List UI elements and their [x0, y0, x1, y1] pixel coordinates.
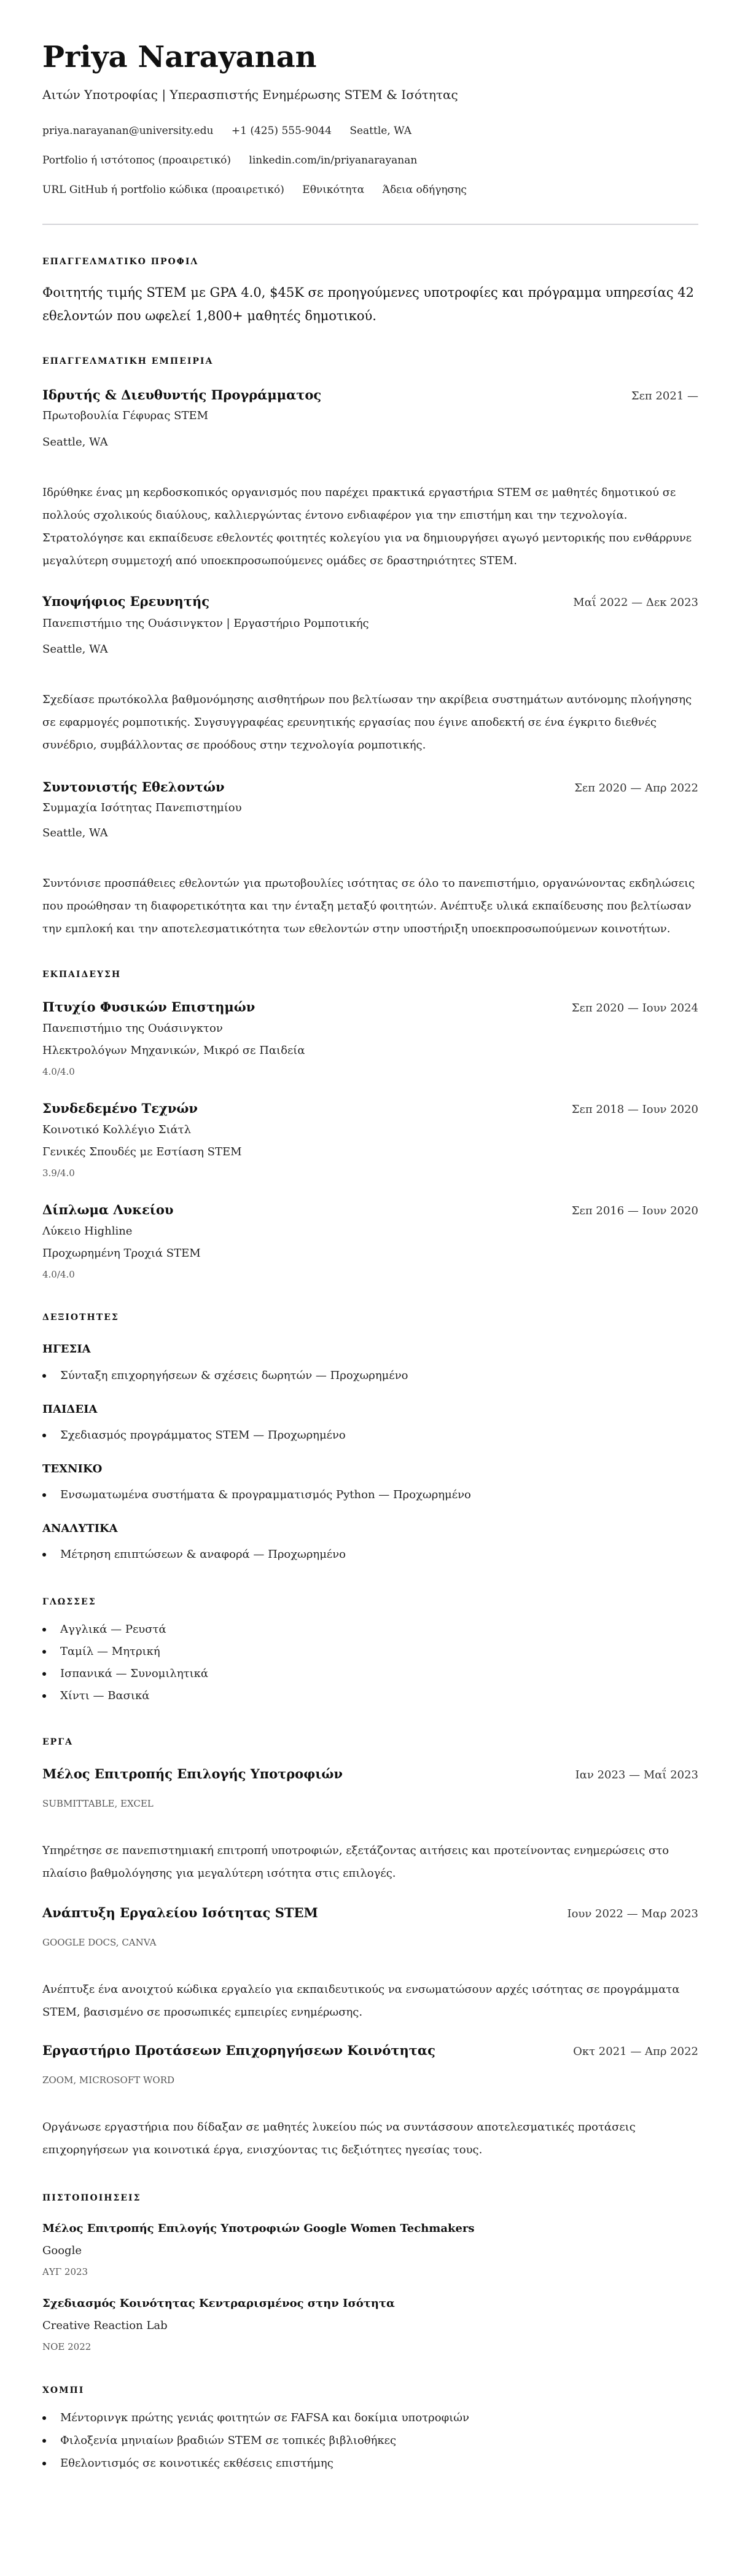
- certification-date: ΑΥΓ 2023: [42, 2266, 88, 2277]
- language-text: Ταμίλ — Μητρική: [60, 1645, 160, 1658]
- contact-line: [42, 183, 698, 197]
- profile-summary: Φοιτητής τιμής STEM με GPA 4.0, $45K σε προηγούμενες υποτροφίες και πρόγραμμα υπηρεσίας 42 εθελοντών που ωφελεί 1,800+ μαθητές δημοτικού.: [42, 285, 694, 323]
- contact-line: [42, 153, 698, 168]
- skill-category: ΗΓΕΣΙΑ: [42, 1343, 91, 1356]
- job-location: Seattle, WA: [42, 436, 108, 449]
- certification-title: Σχεδιασμός Κοινότητας Κεντραρισμένος στην Ισότητα: [42, 2297, 395, 2310]
- github-link[interactable]: URL GitHub ή portfolio κώδικα (προαιρετικό): [42, 184, 284, 196]
- degree-title: Συνδεδεμένο Τεχνών: [42, 1101, 198, 1116]
- gpa: 4.0/4.0: [42, 1269, 75, 1280]
- education-entry: [42, 1100, 698, 1180]
- project-entry: [42, 2042, 698, 2161]
- project-description: Οργάνωσε εργαστήρια που δίδαξαν σε μαθητές λυκείου πώς να συντάσσουν αποτελεσματικές προτάσεις επιχορηγήσεων για κοινοτικά έργα, ενισχύοντας τις δεξιότητες ηγεσίας τους.: [42, 2121, 636, 2156]
- school-name: Λύκειο Highline: [42, 1225, 133, 1238]
- school-name: Πανεπιστήμιο της Ουάσινγκτον: [42, 1022, 223, 1035]
- project-dates: Ιουν 2022 — Μαρ 2023: [567, 1907, 698, 1920]
- project-description: Υπηρέτησε σε πανεπιστημιακή επιτροπή υποτροφιών, εξετάζοντας αιτήσεις και προτείνοντας ενημερώσεις στο πλαίσιο βαθμολόγησης για μεγαλύτερη ισότητα στις επιλογές.: [42, 1844, 669, 1880]
- school-name: Κοινοτικό Κολλέγιο Σιάτλ: [42, 1123, 192, 1136]
- certification-title: Μέλος Επιτροπής Επιλογής Υποτροφιών Google Women Techmakers: [42, 2222, 475, 2235]
- hobby-text: Μέντορινγκ πρώτης γενιάς φοιτητών σε FAFSA και δοκίμια υποτροφιών: [60, 2411, 469, 2424]
- language-text: Χίντι — Βασικά: [60, 1689, 150, 1702]
- section-heading-experience: ΕΠΑΓΓΕΛΜΑΤΙΚΗ ΕΜΠΕΙΡΙΑ: [42, 356, 214, 366]
- bullet-icon: [42, 1434, 46, 1437]
- skill-text: Μέτρηση επιπτώσεων & αναφορά — Προχωρημένο: [60, 1548, 346, 1561]
- bullet-icon: [42, 1694, 46, 1698]
- language-item: [42, 1688, 698, 1704]
- job-dates: Μαΐ 2022 — Δεκ 2023: [573, 596, 698, 609]
- certification-entry: [42, 2296, 698, 2354]
- bullet-icon: [42, 1672, 46, 1676]
- education-dates: Σεπ 2020 — Ιουν 2024: [571, 1002, 698, 1015]
- project-tech: GOOGLE DOCS, CANVA: [42, 1937, 157, 1948]
- job-dates: Σεπ 2020 — Απρ 2022: [574, 782, 698, 795]
- candidate-name: Priya Narayanan: [42, 40, 317, 74]
- job-organization: Συμμαχία Ισότητας Πανεπιστημίου: [42, 801, 242, 814]
- skill-text: Σχεδιασμός προγράμματος STEM — Προχωρημένο: [60, 1429, 346, 1442]
- language-text: Αγγλικά — Ρευστά: [60, 1623, 166, 1636]
- certification-issuer: Google: [42, 2244, 82, 2257]
- job-organization: Πανεπιστήμιο της Ουάσινγκτον | Εργαστήριο Ρομποτικής: [42, 617, 369, 630]
- drivers-license: Άδεια οδήγησης: [382, 184, 467, 196]
- project-dates: Οκτ 2021 — Απρ 2022: [573, 2045, 698, 2058]
- location: Seattle, WA: [349, 125, 412, 137]
- bullet-icon: [42, 2416, 46, 2420]
- gpa: 4.0/4.0: [42, 1066, 75, 1077]
- job-description: Συντόνισε προσπάθειες εθελοντών για πρωτοβουλίες ισότητας σε όλο το πανεπιστήμιο, οργανώνοντας εκδηλώσεις που προώθησαν τη διαφορετικότητα και την ένταξη μεταξύ φοιτητών. Ανέπτυξε υλικά εκπαίδευσης που βελτίωσαν την εμπλοκή και την αποτελεσματικότητα των εθελοντών στην υποστήριξη υποεκπροσωπούμενων κοινοτήτων.: [42, 877, 695, 935]
- project-entry: [42, 1765, 698, 1885]
- degree-title: Πτυχίο Φυσικών Επιστημών: [42, 999, 255, 1015]
- project-tech: SUBMITTABLE, EXCEL: [42, 1798, 154, 1809]
- skill-list: [42, 1487, 698, 1503]
- education-entry: [42, 1201, 698, 1281]
- contact-line: [42, 124, 698, 138]
- bullet-icon: [42, 2462, 46, 2465]
- job-description: Ιδρύθηκε ένας μη κερδοσκοπικός οργανισμός που παρέχει πρακτικά εργαστήρια STEM σε μαθητές δημοτικού σε πολλούς σχολικούς διαύλους, καλλιεργώντας έντονο ενδιαφέρον για την επιστήμη και την τεχνολογία. Στρατολόγησε και εκπαίδευσε εθελοντές φοιτητές κολεγίου για να δημιουργήσει αγωγό μεντορικής που ενθάρρυνε μεγαλύτερη συμμετοχή από υποεκπροσωπούμενες ομάδες σε δραστηριότητες STEM.: [42, 486, 692, 567]
- job-title: Ιδρυτής & Διευθυντής Προγράμματος: [42, 387, 322, 402]
- candidate-headline: Αιτών Υποτροφίας | Υπερασπιστής Ενημέρωσης STEM & Ισότητας: [42, 87, 458, 102]
- skill-item: [42, 1368, 698, 1384]
- section-heading-languages: ΓΛΩΣΣΕΣ: [42, 1597, 96, 1607]
- language-text: Ισπανικά — Συνομιλητικά: [60, 1667, 209, 1680]
- project-title: Ανάπτυξη Εργαλείου Ισότητας STEM: [42, 1905, 318, 1920]
- job-dates: Σεπ 2021 —: [631, 390, 698, 402]
- section-heading-certifications: ΠΙΣΤΟΠΟΙΗΣΕΙΣ: [42, 2193, 141, 2203]
- certification-date: ΝΟΕ 2022: [42, 2341, 92, 2352]
- hobby-item: [42, 2433, 698, 2449]
- field-of-study: Ηλεκτρολόγων Μηχανικών, Μικρό σε Παιδεία: [42, 1044, 305, 1057]
- skill-list: [42, 1368, 698, 1384]
- nationality: Εθνικότητα: [302, 184, 365, 196]
- language-list: [42, 1622, 698, 1704]
- project-title: Μέλος Επιτροπής Επιλογής Υποτροφιών: [42, 1766, 343, 1781]
- job-description: Σχεδίασε πρωτόκολλα βαθμονόμησης αισθητήρων που βελτίωσαν την ακρίβεια συστημάτων αυτόνομης πλοήγησης σε εφαρμογές ρομποτικής. Συγσυγγραφέας ερευνητικής εργασίας που έγινε αποδεκτή σε ένα έγκριτο διεθνές συνέδριο, συμβάλλοντας σε προόδους στην τεχνολογία ρομποτικής.: [42, 693, 692, 752]
- skill-category: ΑΝΑΛΥΤΙΚΑ: [42, 1522, 118, 1535]
- experience-entry: [42, 387, 698, 572]
- section-heading-projects: ΕΡΓΑ: [42, 1737, 73, 1747]
- bullet-icon: [42, 1493, 46, 1497]
- section-heading-skills: ΔΕΞΙΟΤΗΤΕΣ: [42, 1313, 119, 1322]
- certification-issuer: Creative Reaction Lab: [42, 2319, 168, 2332]
- skill-item: [42, 1427, 698, 1443]
- language-item: [42, 1644, 698, 1660]
- bullet-icon: [42, 1553, 46, 1557]
- job-organization: Πρωτοβουλία Γέφυρας STEM: [42, 409, 209, 422]
- bullet-icon: [42, 1628, 46, 1632]
- language-item: [42, 1666, 698, 1682]
- job-title: Συντονιστής Εθελοντών: [42, 779, 225, 795]
- education-dates: Σεπ 2016 — Ιουν 2020: [571, 1204, 698, 1217]
- skill-text: Σύνταξη επιχορηγήσεων & σχέσεις δωρητών — Προχωρημένο: [60, 1369, 408, 1382]
- skill-item: [42, 1487, 698, 1503]
- field-of-study: Γενικές Σπουδές με Εστίαση STEM: [42, 1145, 242, 1158]
- hobby-item: [42, 2456, 698, 2472]
- portfolio-link[interactable]: Portfolio ή ιστότοπος (προαιρετικό): [42, 154, 231, 167]
- section-heading-profile: ΕΠΑΓΓΕΛΜΑΤΙΚΟ ΠΡΟΦΙΛ: [42, 257, 199, 267]
- skill-category: ΤΕΧΝΙΚΟ: [42, 1463, 103, 1475]
- project-title: Εργαστήριο Προτάσεων Επιχορηγήσεων Κοινότητας: [42, 2043, 435, 2058]
- skill-category: ΠΑΙΔΕΙΑ: [42, 1403, 98, 1416]
- bullet-icon: [42, 2439, 46, 2443]
- job-title: Υποψήφιος Ερευνητής: [42, 594, 210, 609]
- header-divider: [42, 224, 698, 225]
- phone: +1 (425) 555-9044: [231, 125, 332, 137]
- gpa: 3.9/4.0: [42, 1168, 75, 1179]
- linkedin-link[interactable]: linkedin.com/in/priyanarayanan: [249, 154, 418, 167]
- job-location: Seattle, WA: [42, 827, 108, 839]
- certification-entry: [42, 2221, 698, 2279]
- project-dates: Ιαν 2023 — Μαΐ 2023: [575, 1769, 698, 1781]
- section-heading-education: ΕΚΠΑΙΔΕΥΣΗ: [42, 970, 122, 980]
- degree-title: Δίπλωμα Λυκείου: [42, 1202, 174, 1217]
- hobby-text: Φιλοξενία μηνιαίων βραδιών STEM σε τοπικές βιβλιοθήκες: [60, 2434, 397, 2447]
- field-of-study: Προχωρημένη Τροχιά STEM: [42, 1247, 201, 1260]
- project-description: Ανέπτυξε ένα ανοιχτού κώδικα εργαλείο για εκπαιδευτικούς να ενσωματώσουν αρχές ισότητας σε προγράμματα STEM, βασισμένο σε προσωπικές εμπειρίες ενημέρωσης.: [42, 1983, 680, 2019]
- hobby-text: Εθελοντισμός σε κοινοτικές εκθέσεις επιστήμης: [60, 2457, 333, 2470]
- language-item: [42, 1622, 698, 1638]
- bullet-icon: [42, 1374, 46, 1378]
- email-link[interactable]: priya.narayanan@university.edu: [42, 125, 214, 137]
- job-location: Seattle, WA: [42, 643, 108, 656]
- section-heading-hobbies: ΧΟΜΠΙ: [42, 2386, 85, 2395]
- education-entry: [42, 999, 698, 1078]
- bullet-icon: [42, 1650, 46, 1654]
- project-entry: [42, 1904, 698, 2024]
- hobby-list: [42, 2410, 698, 2472]
- hobby-item: [42, 2410, 698, 2426]
- skill-list: [42, 1547, 698, 1563]
- education-dates: Σεπ 2018 — Ιουν 2020: [571, 1103, 698, 1116]
- project-tech: ZOOM, MICROSOFT WORD: [42, 2075, 175, 2086]
- skill-item: [42, 1547, 698, 1563]
- experience-entry: [42, 779, 698, 940]
- skill-text: Ενσωματωμένα συστήματα & προγραμματισμός Python — Προχωρημένο: [60, 1488, 471, 1501]
- experience-entry: [42, 593, 698, 756]
- skill-list: [42, 1427, 698, 1443]
